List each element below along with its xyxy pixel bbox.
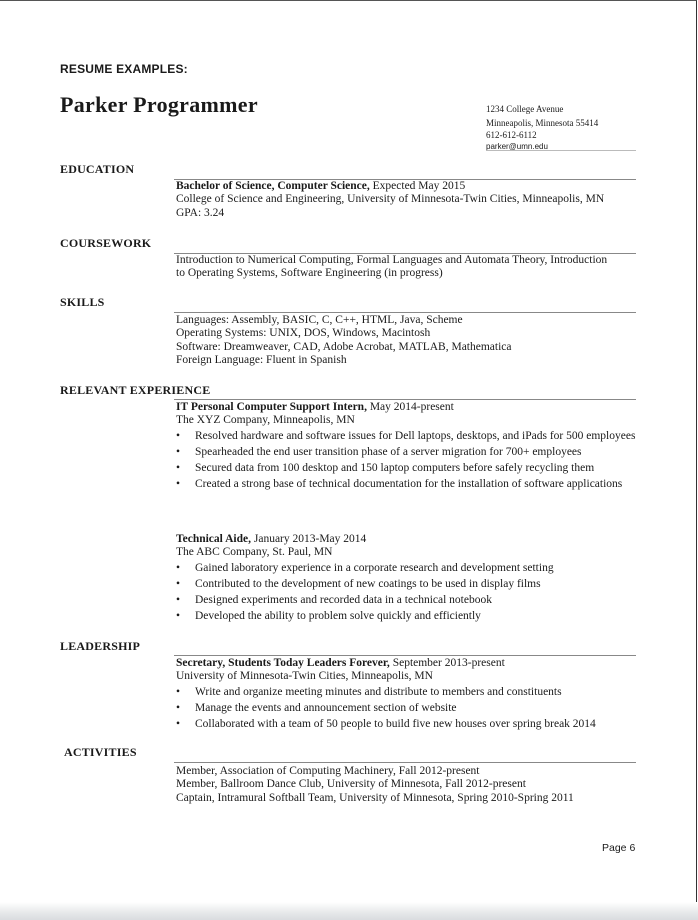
activities-rule [174, 762, 636, 763]
skills-heading: SKILLS [60, 295, 105, 309]
degree-line [176, 180, 636, 193]
leadership-date: September 2013-present [389, 657, 505, 669]
coursework-heading: COURSEWORK [60, 236, 152, 250]
list-item: • Write and organize meeting minutes and distribute to members and constituents [176, 685, 562, 698]
address-line-1: 1234 College Avenue [486, 104, 564, 114]
activity-item: Member, Association of Computing Machinery, Fall 2012-present [176, 765, 480, 777]
activity-item: Captain, Intramural Softball Team, University of Minnesota, Spring 2010-Spring 2011 [176, 791, 574, 804]
leadership-rule [174, 655, 636, 656]
education-block [176, 180, 636, 220]
job-2-role: Technical Aide, [176, 533, 251, 545]
list-item: • Developed the ability to problem solve quickly and efficiently [176, 609, 481, 622]
bullet-icon: • [176, 717, 181, 730]
job-2-title-line [176, 533, 636, 546]
leadership-block [176, 657, 636, 734]
job-1-title-line [176, 401, 636, 414]
bullet-icon: • [176, 477, 181, 490]
job-1-date: May 2014-present [366, 401, 454, 413]
bullet-icon: • [176, 685, 181, 698]
list-item: • Resolved hardware and software issues for Dell laptops, desktops, and iPads for 500 employees [176, 429, 636, 442]
gpa: GPA: 3.24 [176, 206, 225, 219]
coursework-block [176, 254, 636, 281]
experience-rule [174, 399, 636, 400]
leadership-heading: LEADERSHIP [60, 639, 141, 653]
activity-item: Member, Ballroom Dance Club, University of Minnesota, Fall 2012-present [176, 778, 526, 791]
list-item: • Manage the events and announcement section of website [176, 701, 457, 714]
job-2-org: The ABC Company, St. Paul, MN [176, 546, 333, 559]
bullet-icon: • [176, 561, 181, 574]
education-heading: EDUCATION [60, 162, 135, 176]
list-item: • Gained laboratory experience in a corporate research and development setting [176, 561, 554, 574]
contact-block [486, 103, 598, 153]
skill-languages: Languages: Assembly, BASIC, C, C++, HTML, Java, Scheme [176, 314, 463, 326]
list-item: • Collaborated with a team of 50 people to build five new houses over spring break 2014 [176, 717, 596, 730]
job-2-date: January 2013-May 2014 [250, 533, 367, 545]
skill-operating-systems: Operating Systems: UNIX, DOS, Windows, Macintosh [176, 327, 431, 340]
leadership-bullets [176, 686, 636, 731]
bullet-icon: • [176, 429, 181, 442]
phone: 612-612-6112 [486, 130, 537, 140]
skill-software: Software: Dreamweaver, CAD, Adobe Acrobat, MATLAB, Mathematica [176, 340, 512, 353]
degree-date: Expected May 2015 [369, 180, 466, 192]
scan-shadow [0, 902, 698, 920]
bullet-icon: • [176, 577, 181, 590]
job-2-bullets [176, 562, 636, 623]
resume-examples-label: RESUME EXAMPLES: [60, 62, 188, 76]
header-rule [486, 150, 636, 151]
bullet-icon: • [176, 445, 181, 458]
list-item: • Created a strong base of technical documentation for the installation of software applications [176, 477, 623, 490]
bullet-icon: • [176, 593, 181, 606]
leadership-title-line [176, 657, 636, 670]
activities-block [176, 765, 636, 805]
coursework-line-1: Introduction to Numerical Computing, Formal Languages and Automata Theory, Introduction [176, 254, 608, 266]
bullet-icon: • [176, 461, 181, 474]
job-2 [176, 533, 636, 626]
coursework-line-2: to Operating Systems, Software Engineering (in progress) [176, 267, 443, 280]
list-item: • Designed experiments and recorded data in a technical notebook [176, 593, 492, 606]
list-item: • Secured data from 100 desktop and 150 laptop computers before safely recycling them [176, 461, 595, 474]
job-1 [176, 401, 636, 494]
list-item: • Contributed to the development of new coatings to be used in display films [176, 577, 541, 590]
email: parker@umn.edu [486, 142, 548, 151]
job-1-role: IT Personal Computer Support Intern, [176, 401, 367, 413]
bullet-icon: • [176, 701, 181, 714]
page-number: Page 6 [602, 842, 636, 854]
experience-heading: RELEVANT EXPERIENCE [60, 383, 211, 397]
job-1-org: The XYZ Company, Minneapolis, MN [176, 414, 355, 427]
job-1-bullets [176, 430, 636, 491]
bullet-icon: • [176, 609, 181, 622]
address-line-2: Minneapolis, Minnesota 55414 [486, 118, 599, 128]
list-item: • Spearheaded the end user transition phase of a server migration for 700+ employees [176, 445, 582, 458]
skills-rule [174, 312, 636, 313]
activities-heading: ACTIVITIES [64, 745, 137, 759]
college: College of Science and Engineering, University of Minnesota-Twin Cities, Minneapolis, MN [176, 193, 605, 206]
skill-foreign-language: Foreign Language: Fluent in Spanish [176, 354, 347, 367]
leadership-role: Secretary, Students Today Leaders Forever, [176, 657, 390, 669]
degree: Bachelor of Science, Computer Science, [176, 180, 370, 192]
skills-block [176, 314, 636, 368]
candidate-name: Parker Programmer [60, 92, 258, 117]
leadership-org: University of Minnesota-Twin Cities, Minneapolis, MN [176, 670, 433, 683]
